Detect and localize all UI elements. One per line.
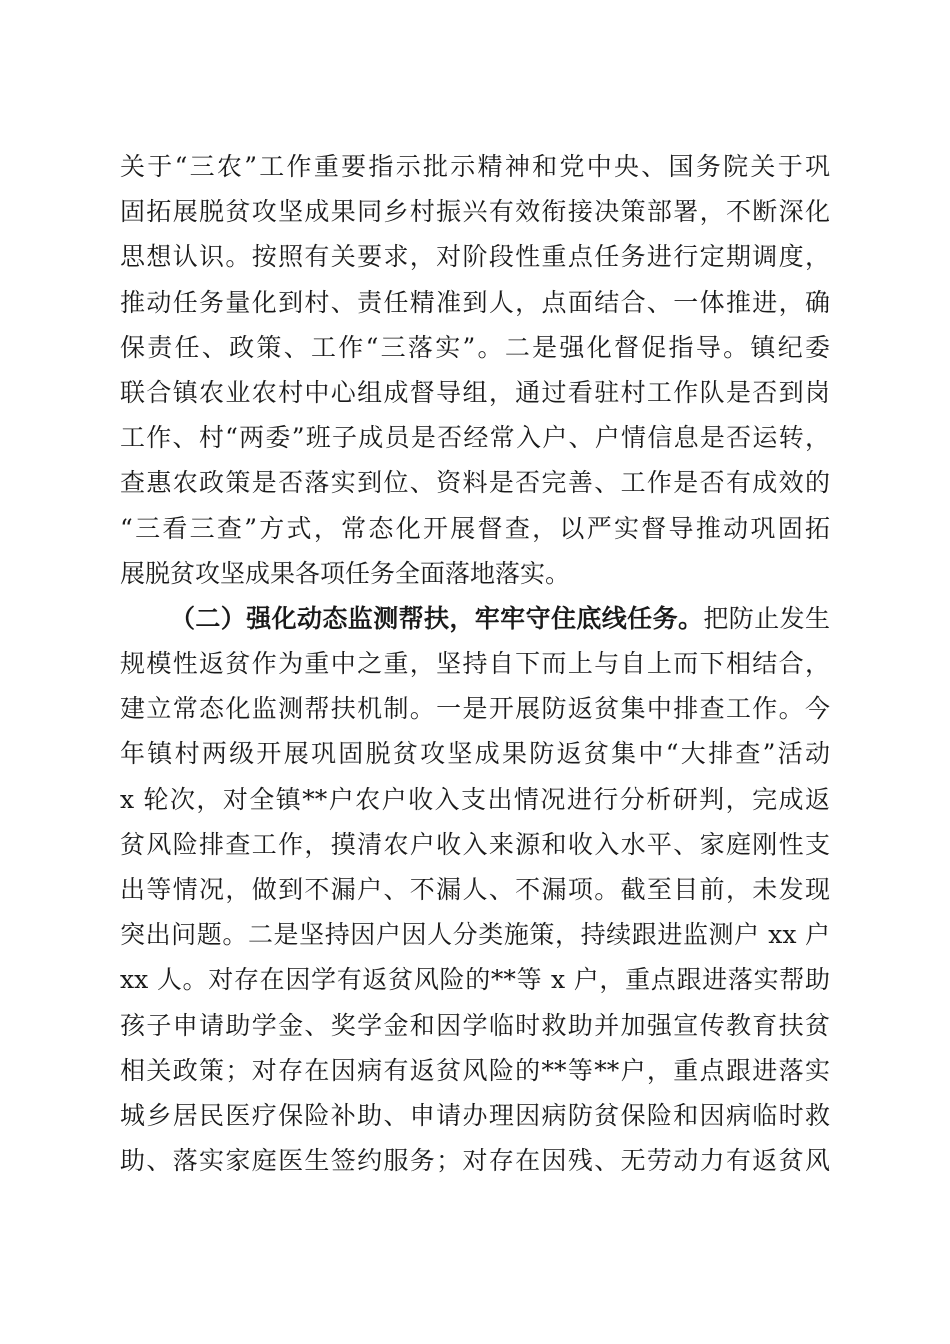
paragraph-line: 年镇村两级开展巩固脱贫攻坚成果防返贫集中“大排查”活动 [120, 739, 830, 769]
paragraph-line: 推动任务量化到村、责任精准到人，点面结合、一体推进，确 [120, 287, 830, 317]
paragraph-line: 突出问题。二是坚持因户因人分类施策，持续跟进监测户 xx 户 [120, 920, 830, 950]
paragraph-line: 孩子申请助学金、奖学金和因学临时救助并加强宣传教育扶贫 [120, 1010, 830, 1040]
paragraph-line: 联合镇农业农村中心组成督导组，通过看驻村工作队是否到岗 [120, 377, 830, 407]
paragraph-line: 固拓展脱贫攻坚成果同乡村振兴有效衔接决策部署，不断深化 [120, 197, 830, 227]
paragraph-line: 规模性返贫作为重中之重，坚持自下而上与自上而下相结合， [120, 649, 830, 679]
paragraph-line: 查惠农政策是否落实到位、资料是否完善、工作是否有成效的 [120, 468, 830, 498]
paragraph-line: 工作、村“两委”班子成员是否经常入户、户情信息是否运转， [120, 423, 830, 453]
section-heading-rest: 把防止发生 [703, 603, 830, 633]
section-heading: （二）强化动态监测帮扶，牢牢守住底线任务。 [170, 603, 704, 633]
paragraph-line: 思想认识。按照有关要求，对阶段性重点任务进行定期调度， [120, 242, 830, 272]
paragraph-line: 贫风险排查工作，摸清农户收入来源和收入水平、家庭刚性支 [120, 829, 830, 859]
paragraph-line: 助、落实家庭医生签约服务；对存在因残、无劳动力有返贫风 [120, 1146, 830, 1176]
paragraph-line: 展脱贫攻坚成果各项任务全面落地落实。 [120, 558, 571, 588]
paragraph-line: x 轮次，对全镇**户农户收入支出情况进行分析研判，完成返 [120, 784, 830, 814]
paragraph-line: xx 人。对存在因学有返贫风险的**等 x 户，重点跟进落实帮助 [120, 965, 830, 995]
paragraph-line: 城乡居民医疗保险补助、申请办理因病防贫保险和因病临时救 [120, 1100, 830, 1130]
paragraph-line: 相关政策；对存在因病有返贫风险的**等**户，重点跟进落实 [120, 1055, 830, 1085]
paragraph-line: “三看三查”方式，常态化开展督查，以严实督导推动巩固拓 [120, 513, 830, 543]
paragraph-line: 关于“三农”工作重要指示批示精神和党中央、国务院关于巩 [120, 152, 830, 181]
paragraph-line: 保责任、政策、工作“三落实”。二是强化督促指导。镇纪委 [120, 332, 830, 362]
paragraph-line: 出等情况，做到不漏户、不漏人、不漏项。截至目前，未发现 [120, 875, 830, 904]
section-heading-line [120, 596, 830, 641]
body-text [120, 144, 830, 1183]
paragraph-line: 建立常态化监测帮扶机制。一是开展防返贫集中排查工作。今 [120, 694, 830, 724]
